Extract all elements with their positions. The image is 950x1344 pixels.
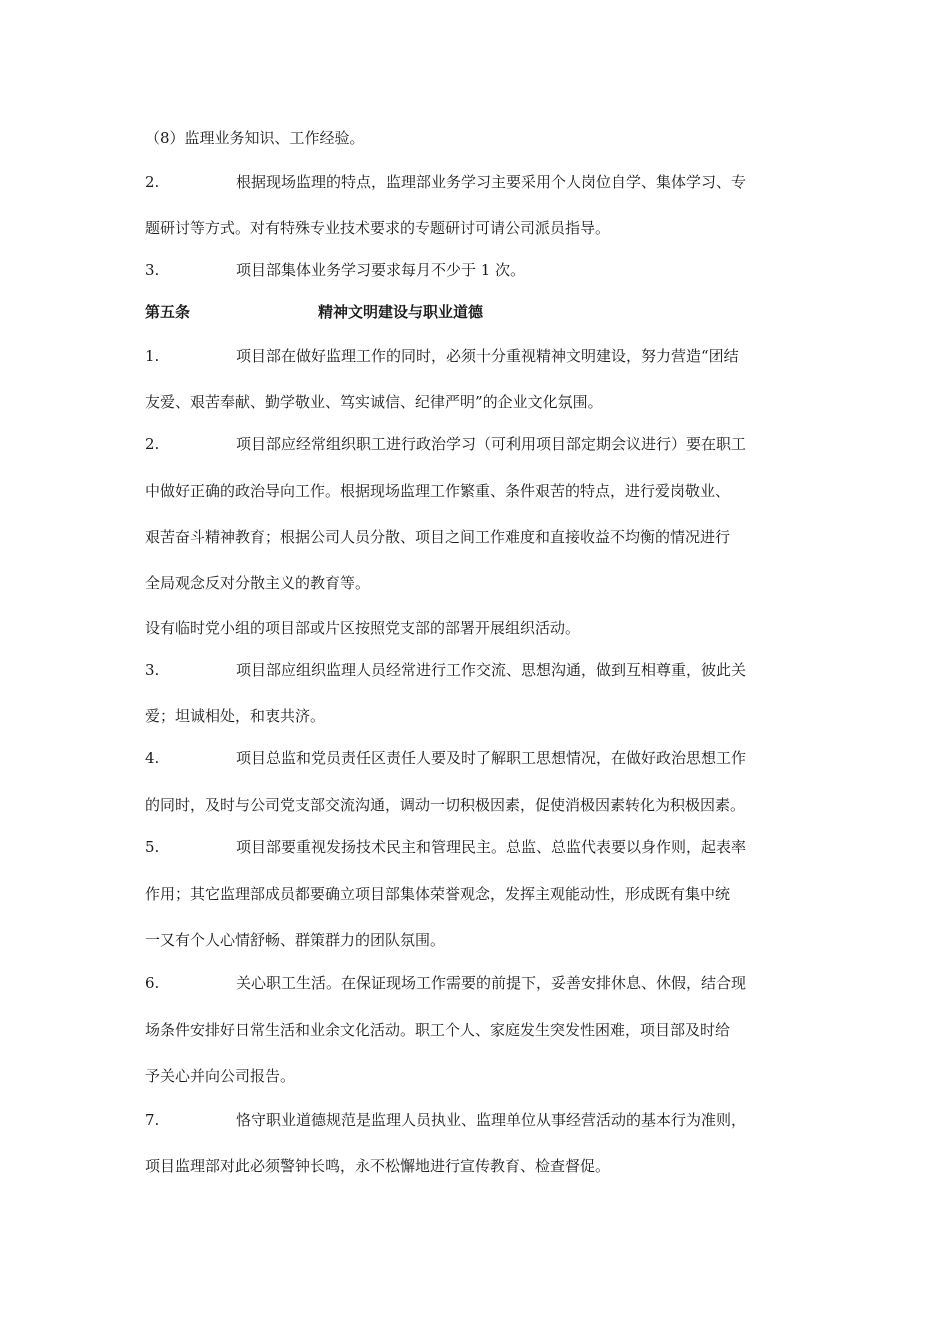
text-line: 予关心并向公司报告。 — [145, 1067, 296, 1085]
text-line: 恪守职业道德规范是监理人员执业、监理单位从事经营活动的基本行为准则， — [236, 1111, 747, 1129]
text-line: 项目部应经常组织职工进行政治学习（可利用项目部定期会议进行）要在职工 — [236, 435, 747, 453]
item-number: 7. — [145, 1111, 160, 1129]
text-line: 场条件安排好日常生活和业余文化活动。职工个人、家庭发生突发性困难，项目部及时给 — [145, 1021, 731, 1039]
text-line: 关心职工生活。在保证现场工作需要的前提下，妥善安排休息、休假，结合现 — [236, 974, 747, 992]
text-line: 项目监理部对此必须警钟长鸣，永不松懈地进行宣传教育、检查督促。 — [145, 1157, 611, 1175]
text-line: 设有临时党小组的项目部或片区按照党支部的部署开展组织活动。 — [145, 619, 581, 637]
item-number: 4. — [145, 749, 160, 767]
text-line: 作用；其它监理部成员都要确立项目部集体荣誉观念，发挥主观能动性，形成既有集中统 — [145, 885, 731, 903]
item-number: 2. — [145, 173, 160, 191]
text-line: 中做好正确的政治导向工作。根据现场监理工作繁重、条件艰苦的特点，进行爱岗敬业、 — [145, 482, 731, 500]
item-number: 5. — [145, 838, 160, 856]
text-line: 根据现场监理的特点，监理部业务学习主要采用个人岗位自学、集体学习、专 — [236, 173, 747, 191]
text-line: 艰苦奋斗精神教育；根据公司人员分散、项目之间工作难度和直接收益不均衡的情况进行 — [145, 528, 731, 546]
section-title: 精神文明建设与职业道德 — [318, 303, 484, 321]
item-number: 1. — [145, 347, 160, 365]
item-number: 6. — [145, 974, 160, 992]
text-line: 项目部集体业务学习要求每月不少于 1 次。 — [236, 261, 526, 279]
item-number: 2. — [145, 435, 160, 453]
text-line: 项目部在做好监理工作的同时，必须十分重视精神文明建设，努力营造“团结 — [236, 347, 739, 365]
text-line: 题研讨等方式。对有特殊专业技术要求的专题研讨可请公司派员指导。 — [145, 219, 611, 237]
item-number: 3. — [145, 261, 160, 279]
text-line: 项目部应组织监理人员经常进行工作交流、思想沟通，做到互相尊重，彼此关 — [236, 661, 747, 679]
text-line: 友爱、艰苦奉献、勤学敬业、笃实诚信、纪律严明”的企业文化氛围。 — [145, 393, 603, 411]
text-line: （8）监理业务知识、工作经验。 — [145, 129, 365, 147]
text-line: 爱；坦诚相处，和衷共济。 — [145, 707, 326, 725]
text-line: 项目部要重视发扬技术民主和管理民主。总监、总监代表要以身作则，起表率 — [236, 838, 747, 856]
text-line: 的同时，及时与公司党支部交流沟通，调动一切积极因素，促使消极因素转化为积极因素。 — [145, 796, 746, 814]
text-line: 全局观念反对分散主义的教育等。 — [145, 574, 371, 592]
text-line: 一又有个人心情舒畅、群策群力的团队氛围。 — [145, 931, 446, 949]
text-line: 项目总监和党员责任区责任人要及时了解职工思想情况，在做好政治思想工作 — [236, 749, 747, 767]
section-number: 第五条 — [145, 303, 191, 321]
item-number: 3. — [145, 661, 160, 679]
